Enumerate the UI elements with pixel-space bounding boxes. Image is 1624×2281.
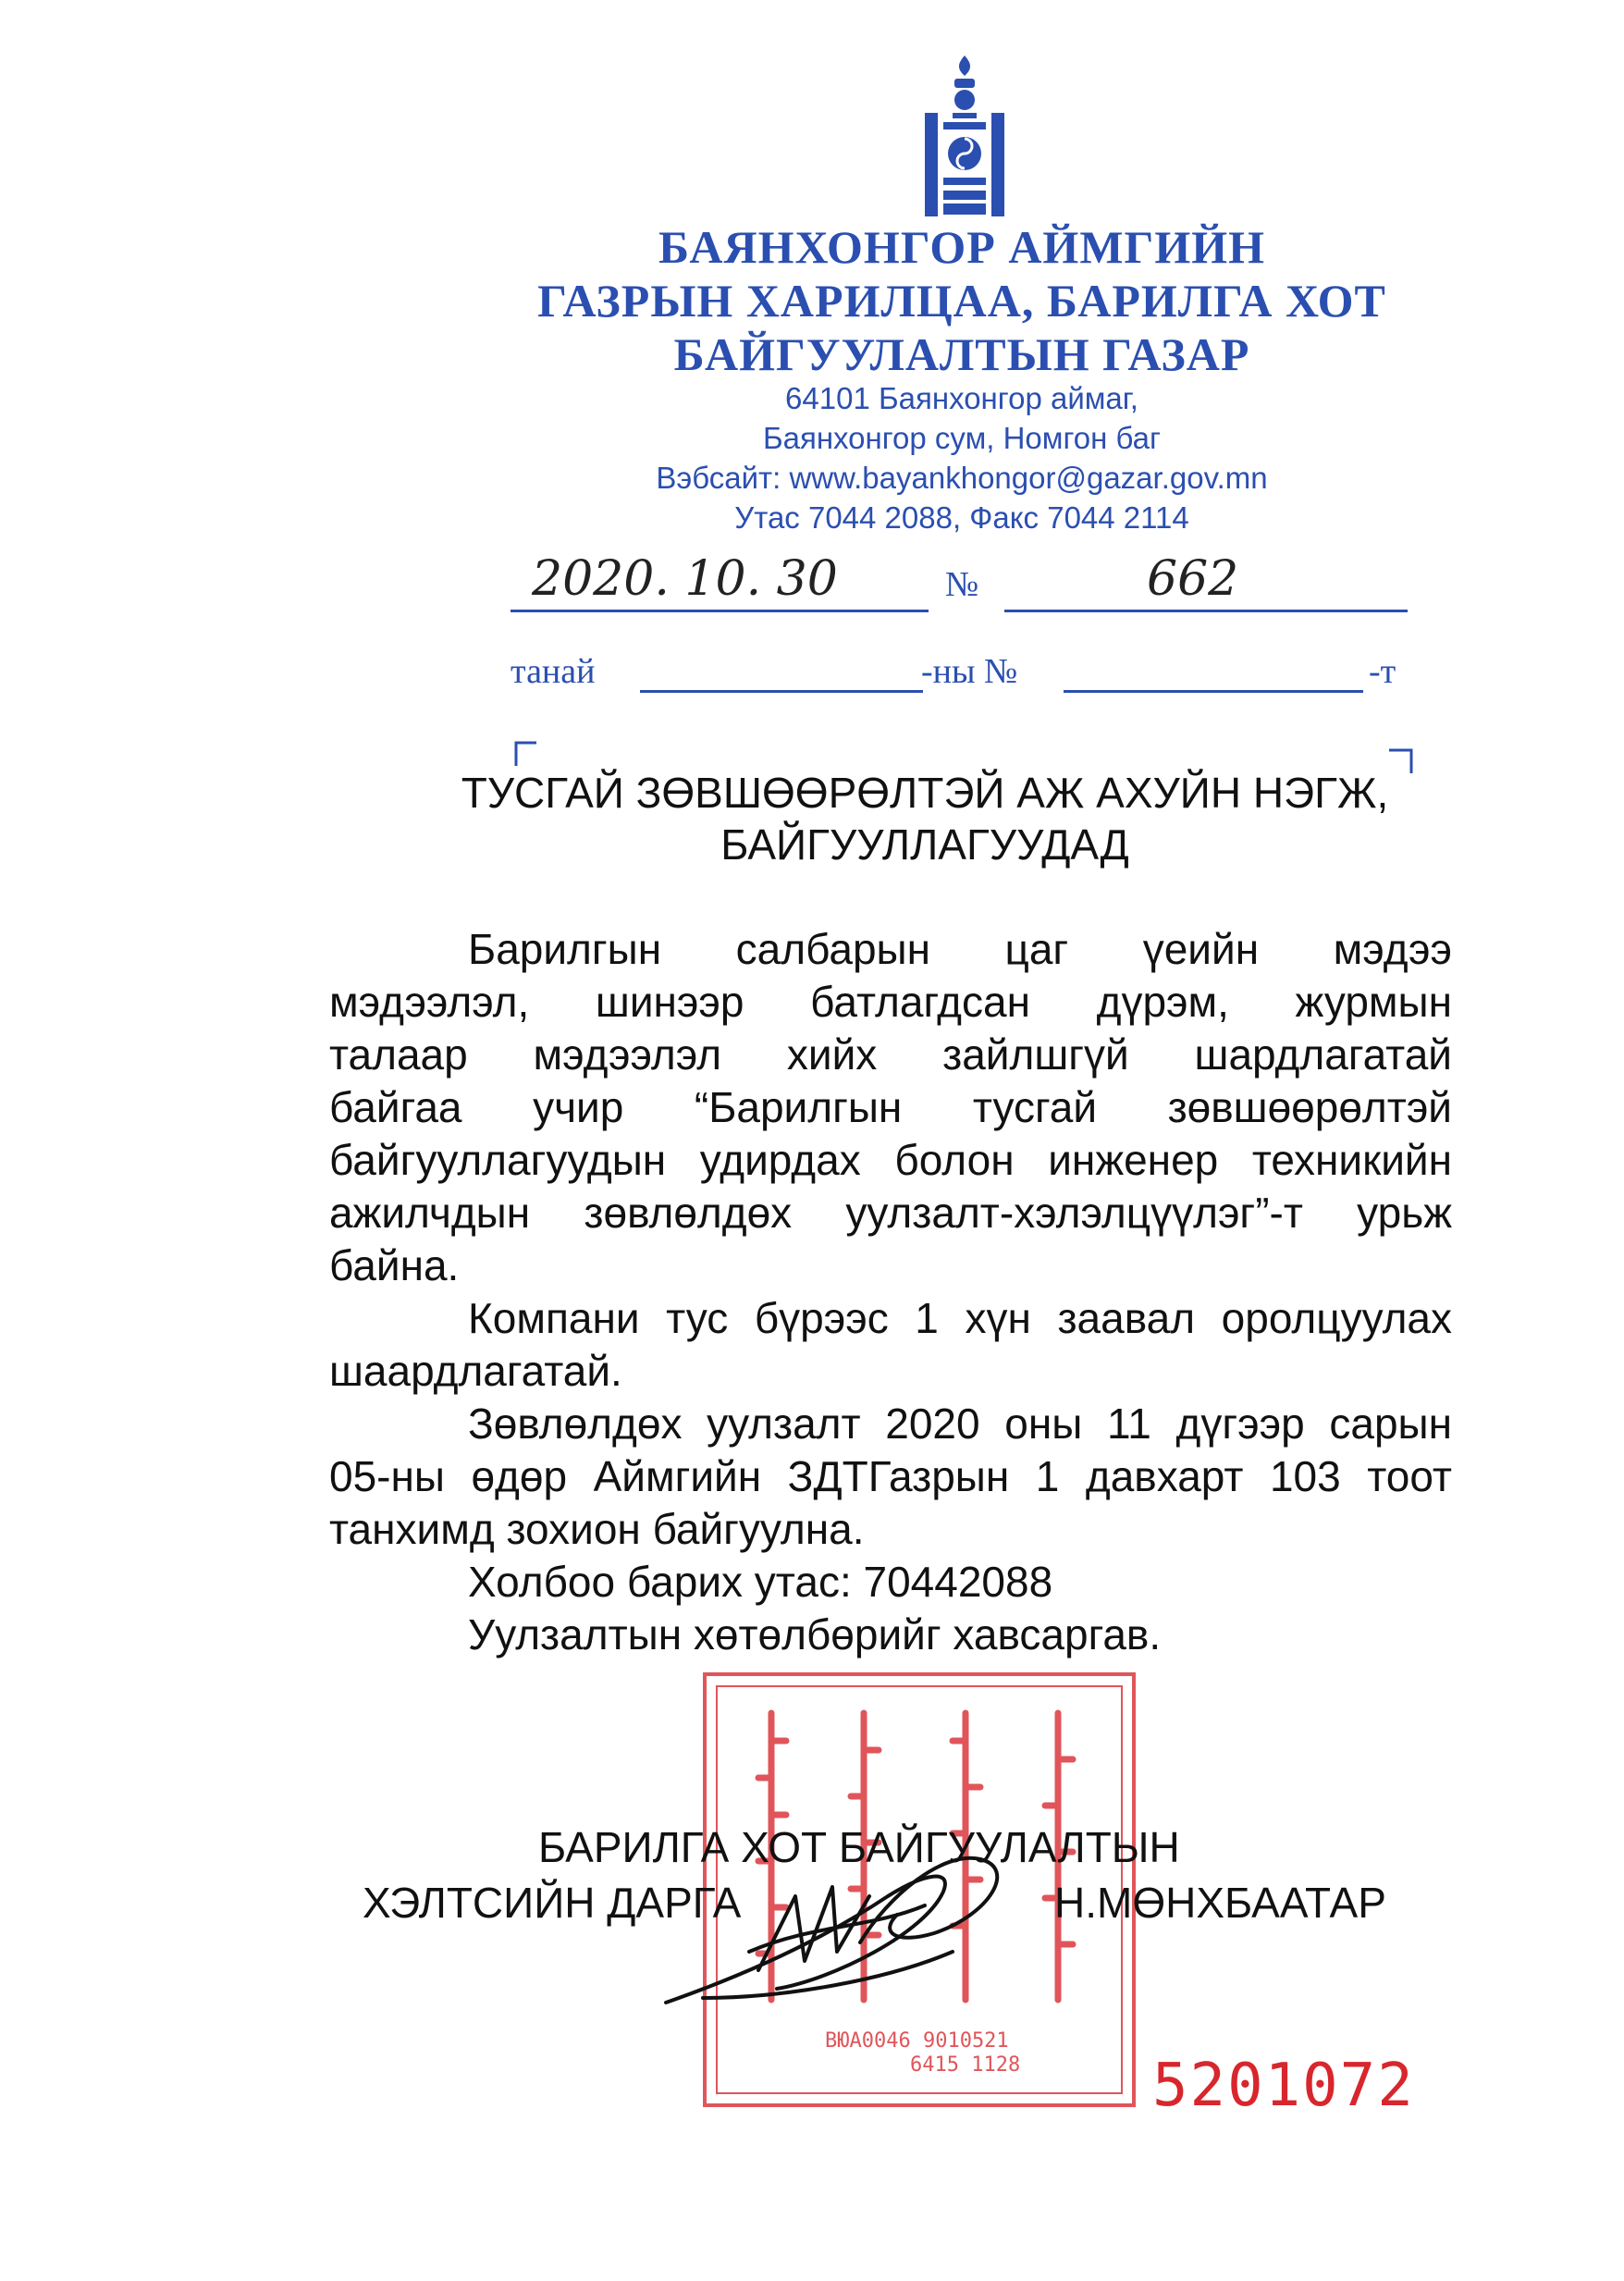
text-line: Барилгын салбарын цаг үеийн мэдээ	[468, 925, 1452, 973]
addressee-line-2: БАЙГУУЛЛАГУУДАД	[720, 820, 1129, 869]
number-label: №	[945, 565, 979, 604]
soyombo-emblem-icon	[923, 54, 1006, 220]
attachment-note: Уулзалтын хөтөлбөрийг хавсаргав.	[468, 1610, 1162, 1658]
handwritten-signature-icon	[647, 1841, 1036, 2026]
org-name-line-3: БАЙГУУЛАЛТЫН ГАЗАР	[673, 328, 1250, 380]
text-line: мэдээлэл, шинээр батлагдсан дүрэм, журмын	[329, 978, 1452, 1026]
text-line: 05-ны өдөр Аймгийн ЗДТГазрын 1 давхарт 103 тоот	[329, 1452, 1452, 1500]
text-line: байгаа учир “Барилгын тусгай зөвшөөрөлтэй	[329, 1083, 1452, 1131]
org-name-line-2: ГАЗРЫН ХАРИЛЦАА, БАРИЛГА ХОТ	[537, 275, 1386, 327]
address-line-1: 64101 Баянхонгор аймаг,	[785, 381, 1138, 415]
text-line: Зөвлөлдөх уулзалт 2020 оны 11 дүгээр сарын	[468, 1399, 1452, 1448]
letter-date: 2020. 10. 30	[532, 551, 838, 607]
website: Вэбсайт: www.bayankhongor@gazar.gov.mn	[656, 461, 1268, 495]
address-line-2: Баянхонгор сум, Номгон баг	[762, 421, 1162, 455]
signer-title-line-1: БАРИЛГА ХОТ БАЙГУУЛАЛТЫН	[538, 1823, 1180, 1871]
addressee-line-1: ТУСГАЙ ЗӨВШӨӨРӨЛТЭЙ АЖ АХУЙН НЭГЖ,	[461, 769, 1389, 817]
text-line: танхимд зохион байгуулна.	[329, 1505, 865, 1553]
text-line: байгууллагуудын удирдах болон инженер техникийн	[329, 1136, 1452, 1184]
stamp-code-line-1: ВЮА0046 9010521	[825, 2029, 1009, 2053]
text-line: талаар мэдээлэл хийх зайлшгүй шардлагатай	[329, 1030, 1452, 1079]
signer-name: Н.МӨНХБААТАР	[1054, 1879, 1386, 1927]
text-line: ажилчдын зөвлөлдөх уулзалт-хэлэлцүүлэг”-т урьж	[329, 1189, 1452, 1237]
your-label: танай	[511, 652, 596, 691]
letter-number: 662	[1147, 551, 1239, 607]
org-name-line-1: БАЯНХОНГОР АЙМГИЙН	[658, 221, 1266, 273]
body-paragraph-2	[329, 1292, 1452, 1398]
number-underline	[1004, 610, 1408, 612]
text-line: шаардлагатай.	[329, 1347, 622, 1395]
body-paragraph-1	[329, 923, 1452, 1292]
signer-title-line-2: ХЭЛТСИЙН ДАРГА	[363, 1879, 742, 1927]
text-line: байна.	[329, 1241, 460, 1289]
t-label: -т	[1369, 652, 1396, 691]
corner-bracket-left-icon	[513, 740, 541, 768]
document-serial-number: 5201072	[1152, 2052, 1415, 2120]
date-underline	[511, 610, 929, 612]
your-number-underline	[1064, 690, 1363, 693]
phone-fax: Утас 7044 2088, Факс 7044 2114	[734, 500, 1189, 535]
stamp-code-line-2: 6415 1128	[910, 2053, 1021, 2077]
ny-number-label: -ны №	[921, 652, 1018, 691]
your-underline	[640, 690, 923, 693]
body-paragraph-3	[329, 1398, 1452, 1556]
contact-phone: Холбоо барих утас: 70442088	[468, 1558, 1053, 1606]
text-line: Компани тус бүрээс 1 хүн заавал оролцуулах	[468, 1294, 1452, 1342]
